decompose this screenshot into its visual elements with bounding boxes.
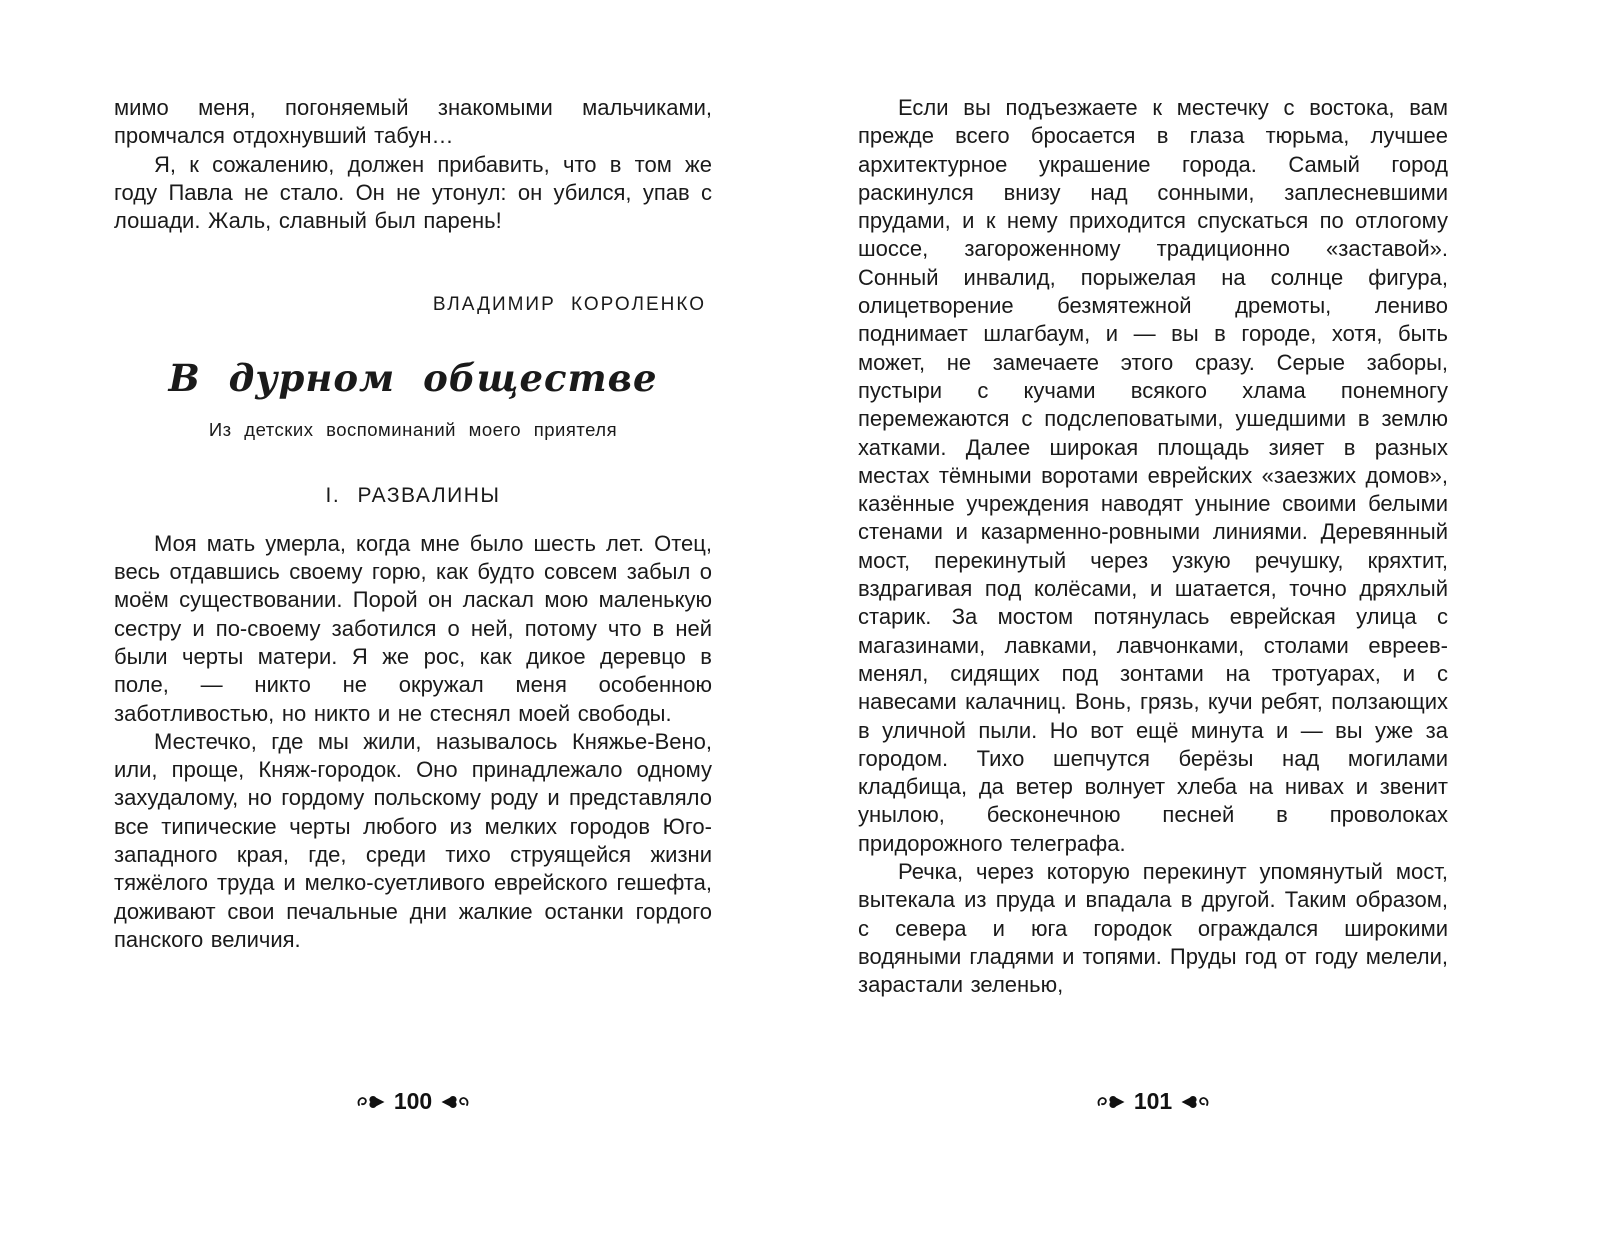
paragraph: Речка, через которую перекинут упомянутый мост, вытекала из пруда и впадала в другой. Таким образом, с севера и юга городок ограждался широкими водяными гладями и топями. Пруды год от году мелели, зарастали зеленью, — [858, 859, 1448, 998]
paragraph: Местечко, где мы жили, называлось Княжье-Вено, или, проще, Княж-городок. Оно принадлежало одному захудалому, но гордому польскому роду и представляло все типические черты любого из мелких городов Юго-западного края, где, среди тихо струящейся жизни тяжёлого труда и мелко-суетливого еврейского гешефта, доживают свои печальные дни жалкие останки гордого панского величия. — [114, 728, 712, 952]
floral-heart-ornament-icon — [1097, 1094, 1127, 1110]
page-number-value: 101 — [1133, 1088, 1173, 1114]
page-number-left — [114, 1088, 712, 1115]
right-text-column — [858, 94, 1448, 1000]
paragraph: мимо меня, погоняемый знакомыми мальчиками, промчался отдохнувший табун… — [114, 95, 712, 149]
paragraph: Моя мать умерла, когда мне было шесть лет. Отец, весь отдавшись своему горю, как будто совсем забыл о моём существовании. Порой он ласкал мою маленькую сестру и по-своему заботился о ней, потому что в ней были черты матери. Я же рос, как дикое деревцо в поле, — никто не окружал меня особенною заботливостью, но никто и не стеснял моей свободы. — [114, 530, 712, 726]
floral-heart-ornament-icon — [357, 1094, 387, 1110]
book-subtitle: Из детских воспоминаний моего приятеля — [208, 418, 618, 440]
page-number-right — [858, 1088, 1448, 1115]
floral-heart-ornament-icon — [439, 1094, 469, 1110]
floral-heart-ornament-icon — [1179, 1094, 1209, 1110]
paragraph: Если вы подъезжаете к местечку с востока, вам прежде всего бросается в глаза тюрьма, лучшее архитектурное украшение города. Самый город раскинулся внизу над сонными, заплесневшими прудами, и к нему приходится спускаться по отлогому шоссе, загороженному традиционно «заставой». Сонный инвалид, порыжелая на солнце фигура, олицетворение безмятежной дремоты, лениво поднимает шлагбаум, и — вы в городе, хотя, быть может, не замечаете этого сразу. Серые заборы, пустыри с кучами всякого хлама понемногу перемежаются с подслеповатыми, ушедшими в землю хатками. Далее широкая площадь зияет в разных местах тёмными воротами еврейских «заезжих домов», казённые учреждения наводят уныние своими белыми стенами и казарменно-ровными линиями. Деревянный мост, перекинутый через узкую речушку, кряхтит, вздрагивая под колёсами, и шатается, точно дряхлый старик. За мостом потянулась еврейская улица с магазинами, лавками, лавчонками, столами евреев-менял, сидящих под зонтами на тротуарах, и с навесами калачниц. Вонь, грязь, кучи ребят, ползающих в уличной пыли. Но вот ещё минута и — вы уже за городом. Тихо шепчутся берёзы над могилами кладбища, да ветер волнует хлеба на нивах и звенит унылою, бесконечною песней в проволоках придорожного телеграфа. — [858, 95, 1448, 856]
author-line: ВЛАДИМИР КОРОЛЕНКО — [432, 294, 706, 316]
left-text-column — [114, 94, 712, 954]
chapter-heading: I. РАЗВАЛИНЫ — [325, 483, 501, 507]
book-title: В дурном обществе — [168, 355, 658, 400]
paragraph: Я, к сожалению, должен прибавить, что в том же году Павла не стало. Он не утонул: он убился, упав с лошади. Жаль, славный был парень! — [114, 151, 712, 234]
page-number-value: 100 — [393, 1088, 433, 1114]
